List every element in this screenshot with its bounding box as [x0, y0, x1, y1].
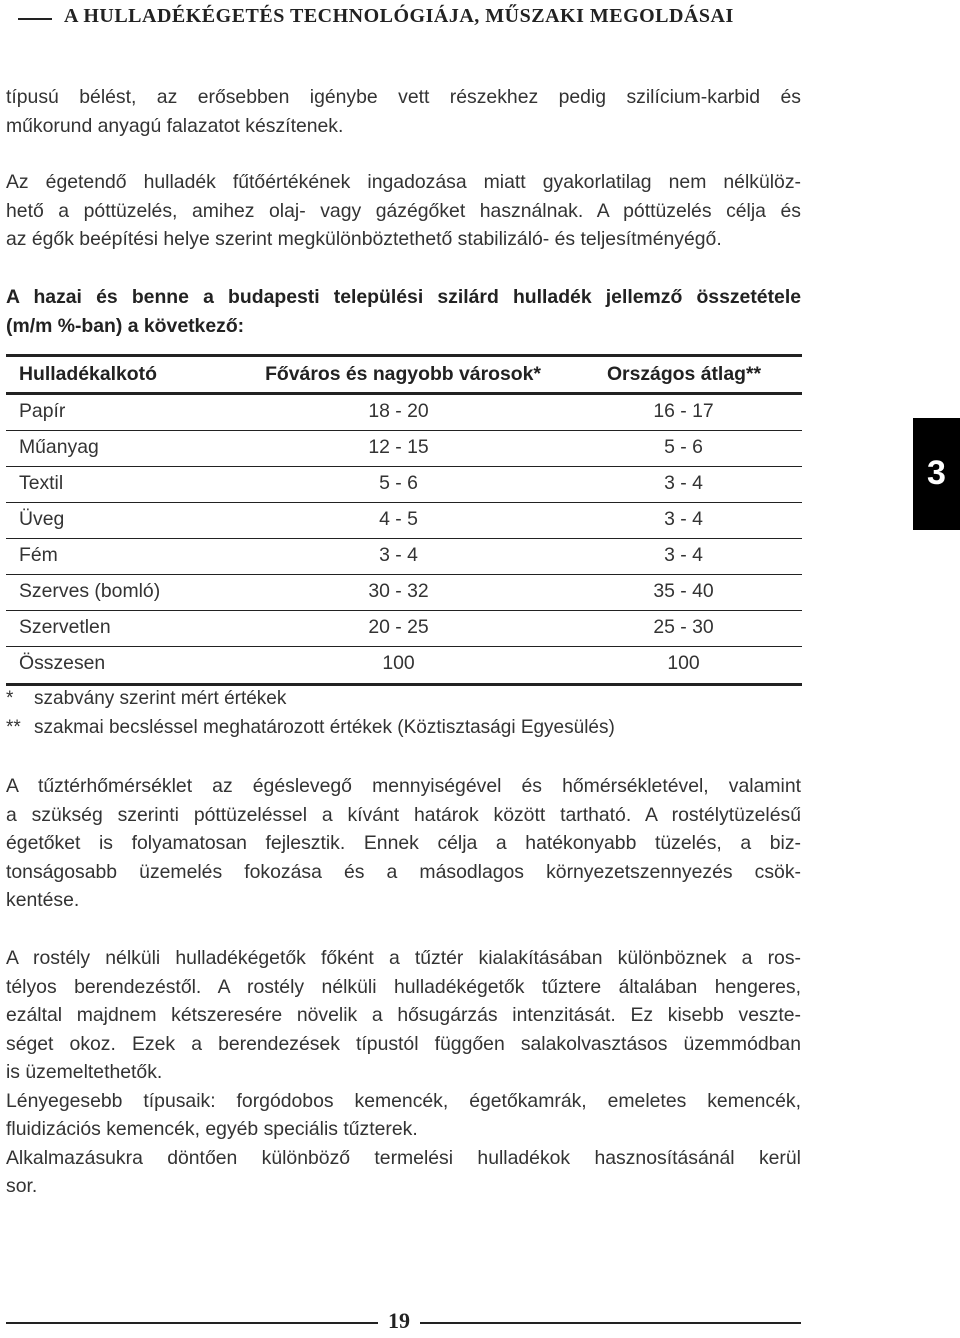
table-cell: 20 - 25 [368, 616, 429, 638]
table-row [6, 575, 802, 610]
chapter-tab [913, 418, 960, 530]
table-cell: 18 - 20 [368, 400, 429, 422]
table-bottom-rule [6, 683, 802, 686]
table-row [6, 395, 802, 430]
text-line: tonságosabb üzemelés fokozása és a másodlagos környezetszennyezés csök- [6, 860, 801, 883]
text-line: a szükség szerinti póttüzeléssel a kívánt határok között tartható. A rostélytüzelésű [6, 803, 801, 826]
text-line: fluidizációs kemencék, egyéb speciális tűzterek. [6, 1118, 418, 1140]
text-line: Alkalmazásukra döntően különböző termelési hulladékok hasznosításánál kerül [6, 1146, 801, 1169]
table-cell: 5 - 6 [379, 472, 418, 494]
text-line: Az égetendő hulladék fűtőértékének ingadozása miatt gyakorlatilag nem nélkülöz- [6, 171, 801, 193]
paragraph-2 [6, 168, 801, 254]
footnote-text: szakmai becsléssel meghatározott értékek (Köztisztasági Egyesülés) [34, 717, 615, 738]
footnote [6, 717, 615, 739]
table-cell: Textil [19, 472, 64, 494]
table-cell: 12 - 15 [368, 436, 429, 458]
text-line: égetőket is folyamatosan fejlesztik. Ennek célja a hatékonyabb tüzelés, a biz- [6, 832, 801, 854]
text-line: műkorund anyagú falazatot készítenek. [6, 114, 344, 137]
running-header [0, 0, 960, 40]
paragraph-1 [6, 83, 801, 140]
text-line: hető a póttüzelés, amihez olaj- vagy gázégőket használnak. A póttüzelés célja és [6, 199, 801, 222]
text-line: sor. [6, 1175, 38, 1197]
table-cell: 5 - 6 [664, 436, 703, 458]
table-cell: 3 - 4 [664, 508, 703, 530]
header-title: A HULLADÉKÉGETÉS TECHNOLÓGIÁJA, MŰSZAKI MEGOLDÁSAI [64, 5, 734, 27]
table-cell: 100 [382, 652, 415, 674]
table-cell: 16 - 17 [653, 400, 714, 422]
table-cell: Fém [19, 544, 58, 566]
header-rule [18, 18, 52, 20]
text-line: A hazai és benne a budapesti települési szilárd hulladék jellemző összetétele [6, 286, 801, 308]
text-line: is üzemeltethetők. [6, 1061, 163, 1083]
table-cell: Papír [19, 400, 66, 422]
text-line: az égők beépítési helye szerint megkülönböztethető stabilizáló- és teljesítményégő. [6, 228, 722, 250]
table-cell: 3 - 4 [664, 544, 703, 566]
table-row [6, 611, 802, 646]
table-cell: Üveg [19, 508, 65, 530]
column-header: Főváros és nagyobb városok* [265, 363, 541, 385]
text-line: kentése. [6, 889, 80, 911]
table-cell: 3 - 4 [379, 544, 418, 566]
table-cell: 35 - 40 [653, 580, 714, 602]
text-line: A tűztérhőmérséklet az égéslevegő mennyiségével és hőmérsékletével, valamint [6, 775, 801, 797]
table-cell: 3 - 4 [664, 472, 703, 494]
page-number: 19 [378, 1308, 420, 1338]
text-line: A rostély nélküli hulladékégetők főként a tűztér kialakításában különböznek a ros- [6, 947, 801, 969]
text-line: típusú bélést, az erősebben igénybe vett részekhez pedig szilícium-karbid és [6, 86, 801, 108]
table-header-row [6, 358, 802, 393]
column-header: Országos átlag** [606, 363, 762, 385]
text-line: télyos berendezéstől. A rostély nélküli hulladékégetők tűztere általában hengeres, [6, 975, 801, 998]
table-cell: 30 - 32 [368, 580, 429, 602]
column-header: Hulladékalkotó [19, 363, 157, 385]
text-line: Lényegesebb típusaik: forgódobos kemencék, égetőkamrák, emeletes kemencék, [6, 1089, 801, 1112]
table-intro [6, 283, 801, 340]
text-line: ezáltal majdnem kétszeresére növelik a hősugárzás intenzitását. Ez kisebb veszte- [6, 1004, 801, 1026]
table-cell: Műanyag [19, 436, 99, 458]
table-cell: Szervetlen [19, 616, 111, 638]
table-row [6, 503, 802, 538]
table-cell: 25 - 30 [653, 616, 714, 638]
table-cell: 4 - 5 [379, 508, 418, 530]
table-cell: Összesen [19, 652, 106, 674]
table-row [6, 467, 802, 502]
table-row [6, 539, 802, 574]
footnote [6, 688, 286, 710]
text-line: séget okoz. Ezek a berendezések típustól függően salakolvasztásos üzemmódban [6, 1032, 801, 1055]
text-line: (m/m %-ban) a következő: [6, 314, 245, 337]
table-row [6, 431, 802, 466]
table-top-rule [6, 354, 802, 357]
table-cell: Szerves (bomló) [19, 580, 161, 602]
footnote-mark: ** [6, 717, 21, 738]
paragraph-5 [6, 944, 801, 1201]
paragraph-4 [6, 772, 801, 915]
footnote-text: szabvány szerint mért értékek [34, 688, 287, 709]
table-cell: 100 [667, 652, 700, 674]
footnote-mark: * [6, 688, 14, 709]
table-total-row [6, 647, 802, 682]
chapter-number: 3 [927, 454, 946, 492]
